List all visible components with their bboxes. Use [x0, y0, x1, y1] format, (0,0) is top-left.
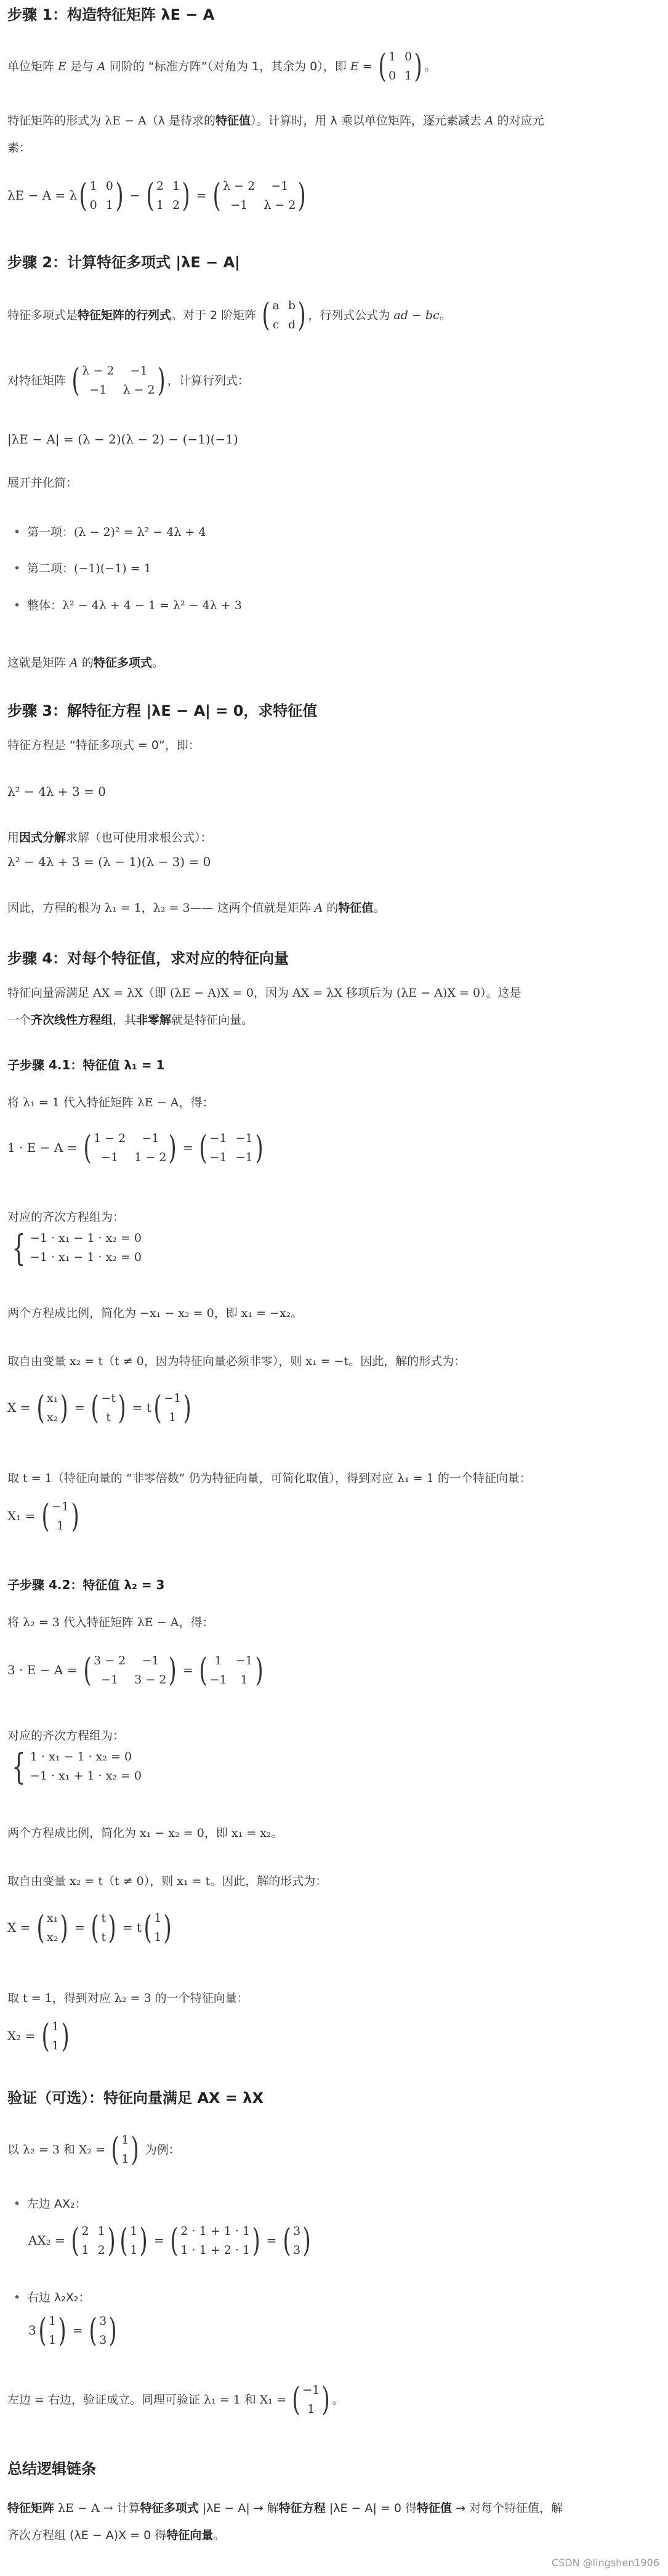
matrix: ( λ − 2 −1 −1 λ − 2 )	[212, 177, 307, 215]
matrix-cell: 1 · 1 + 2 · 1	[180, 2243, 251, 2258]
step3-conclusion: 因此，方程的根为 λ₁ = 1，λ₂ = 3—— 这两个值就是矩阵 A 的特征值。	[7, 901, 385, 915]
list-item: • 整体：λ² − 4λ + 4 − 1 = λ² − 4λ + 3	[27, 597, 659, 615]
matrix-cell: 1	[154, 1930, 162, 1945]
matrix-cell: 1	[169, 1411, 177, 1425]
list-item: • 第二项：(−1)(−1) = 1	[27, 560, 659, 578]
matrix-cell: 2	[97, 2243, 105, 2258]
matrix-cell: −1	[209, 1132, 227, 1145]
matrix-cell: 1 − 2	[94, 1132, 126, 1145]
matrix-cell: λ − 2	[123, 383, 155, 397]
list-item: • 第一项：(λ − 2)² = λ² − 4λ + 4	[27, 524, 659, 541]
matrix-cell: x₁	[47, 1391, 58, 1405]
matrix: ( −1 1 )	[41, 1498, 79, 1536]
matrix-cell: 1	[56, 1519, 65, 1533]
matrix-cell: 1	[172, 179, 180, 193]
matrix: ( a b c d )	[262, 297, 306, 334]
matrix-cell: t	[106, 1411, 111, 1425]
matrix-cell: −1	[302, 2383, 320, 2397]
step2-paragraph-apply: 对特征矩阵 ( λ − 2 −1 −1 λ − 2 ) ，计算行列式：	[7, 362, 249, 400]
matrix-cell: −1	[271, 179, 289, 193]
matrix-cell: 3 − 2	[134, 1673, 167, 1687]
matrix: ( 2 · 1 + 1 · 1 1 · 1 + 2 · 1 )	[170, 2222, 260, 2260]
matrix-cell: 1	[388, 50, 396, 63]
substep41-matrix-equation: 1 · E − A = ( 1 − 2 −1 −1 1 − 2 ) = ( −1 −1 −1 −1 )	[7, 1130, 659, 1167]
matrix-cell: x₂	[47, 1930, 58, 1945]
matrix: ( λ − 2 −1 −1 λ − 2 )	[71, 362, 166, 400]
substep42-free-variable: 取自由变量 x₂ = t（t ≠ 0），则 x₁ = t。因此，解的形式为：	[7, 1874, 328, 1888]
step3-factor-label: 用因式分解求解（也可使用求根公式）：	[7, 831, 212, 844]
matrix-cell: −1	[101, 1673, 119, 1687]
matrix: ( 1 1 )	[111, 2131, 140, 2169]
matrix: ( x₁ x₂ )	[36, 1910, 69, 1947]
matrix-cell: −1	[142, 1132, 159, 1145]
verify-list-right	[27, 2289, 659, 2307]
matrix-cell: a	[272, 299, 280, 312]
matrix-cell: 1	[214, 1654, 222, 1667]
matrix: ( −1 1 )	[292, 2381, 331, 2419]
eigenvector-1: X₁ = ( −1 1 )	[7, 1498, 659, 1536]
step1-paragraph-form-cont: 素：	[7, 141, 31, 155]
matrix-cell: −1	[130, 364, 148, 378]
matrix: ( 3 − 2 −1 −1 3 − 2 )	[83, 1652, 177, 1690]
eigenvector-2: X₂ = ( 1 1 )	[7, 2018, 659, 2056]
substep41-heading: 子步骤 4.1：特征值 λ₁ = 1	[7, 1058, 165, 1072]
substep42-matrix-equation: 3 · E − A = ( 3 − 2 −1 −1 3 − 2 ) = ( 1 −1 −1 1 )	[7, 1652, 659, 1690]
matrix-cell: 3	[99, 2314, 107, 2328]
matrix-cell: −1	[209, 1673, 227, 1687]
matrix-cell: 3	[293, 2243, 301, 2258]
matrix-cell: 1	[89, 179, 97, 193]
matrix: ( 1 1 )	[38, 2312, 66, 2350]
substep42-system-label: 对应的齐次方程组为：	[7, 1729, 125, 1743]
matrix: ( 1 − 2 −1 −1 1 − 2 )	[83, 1130, 177, 1167]
matrix-cell: −1	[209, 1151, 227, 1165]
matrix-cell: 0	[388, 69, 396, 83]
matrix-cell: 1	[130, 2243, 138, 2258]
substep41-paragraph: 将 λ₁ = 1 代入特征矩阵 λE − A，得：	[7, 1096, 214, 1109]
matrix-cell: x₁	[47, 1911, 58, 1925]
matrix-cell: 0	[105, 179, 113, 193]
matrix: ( −1 −1 −1 −1 )	[199, 1130, 264, 1167]
matrix-cell: 1	[404, 69, 412, 83]
matrix-cell: c	[272, 318, 280, 332]
matrix-cell: −1	[52, 1500, 70, 1513]
matrix-cell: 1	[49, 2333, 57, 2347]
matrix-cell: −1	[89, 383, 107, 397]
matrix-cell: x₂	[47, 1411, 58, 1425]
matrix-cell: 1	[240, 1673, 248, 1687]
matrix-cell: 3	[99, 2333, 107, 2347]
char-equation: λ² − 4λ + 3 = 0	[7, 784, 106, 799]
step1-paragraph-identity: 单位矩阵 E 是与 A 同阶的 “标准方阵”（对角为 1，其余为 0），即 E = ( 1 0 0 1 ) 。	[7, 48, 437, 86]
matrix: ( −1 1 )	[153, 1390, 191, 1427]
list-item: • 左边 AX₂：	[27, 2195, 659, 2213]
verify-left-side: AX₂ = ( 2 1 1 2 ) ( 1 1 ) = ( 2 · 1 + 1 · 1 1 · 1 + 2 · 1 ) = ( 3 3 )	[28, 2222, 659, 2260]
matrix-cell: 2	[81, 2224, 89, 2238]
matrix-cell: −t	[101, 1391, 116, 1405]
verify-right-side: 3 ( 1 1 ) = ( 3 3 )	[28, 2312, 659, 2350]
determinant-expression: |λE − A| = (λ − 2)(λ − 2) − (−1)(−1)	[7, 432, 238, 447]
matrix-cell: 3 − 2	[94, 1654, 126, 1667]
substep42-simplify: 两个方程成比例，简化为 x₁ − x₂ = 0，即 x₁ = x₂。	[7, 1826, 283, 1840]
substep41-system-label: 对应的齐次方程组为：	[7, 1210, 125, 1224]
matrix-cell: t	[101, 1911, 107, 1925]
summary-line1: 特征矩阵 λE − A → 计算特征多项式 |λE − A| → 解特征方程 |λE − A| = 0 得特征值 → 对每个特征值，解	[7, 2501, 563, 2515]
matrix-cell: 1	[121, 2133, 129, 2147]
matrix: ( 3 3 )	[283, 2222, 311, 2260]
substep42-solution-form: X = ( x₁ x₂ ) = ( t t ) = t ( 1 1 )	[7, 1910, 659, 1947]
matrix-cell: 2	[156, 179, 164, 193]
matrix: ( 1 0 0 1 )	[79, 177, 124, 215]
list-item: • 右边 λ₂X₂：	[27, 2289, 659, 2307]
matrix-cell: b	[288, 299, 296, 312]
matrix-cell: 0	[89, 198, 97, 213]
matrix-cell: 1	[81, 2243, 89, 2258]
substep41-solution-form: X = ( x₁ x₂ ) = ( −t t ) = t ( −1 1 )	[7, 1390, 659, 1427]
matrix-cell: λ − 2	[223, 179, 256, 193]
matrix: ( 2 1 1 2 )	[146, 177, 190, 215]
summary-line2: 齐次方程组 (λE − A)X = 0 得特征向量。	[7, 2529, 225, 2542]
matrix-cell: 2 · 1 + 1 · 1	[180, 2224, 251, 2238]
verify-intro: 以 λ₂ = 3 和 X₂ = ( 1 1 ) 为例：	[7, 2131, 180, 2169]
substep42-paragraph: 将 λ₂ = 3 代入特征矩阵 λE − A，得：	[7, 1616, 214, 1629]
matrix: ( 1 1 )	[143, 1910, 172, 1947]
substep42-system: { 1 · x₁ − 1 · x₂ = 0 −1 · x₁ + 1 · x₂ = 0	[12, 1746, 142, 1788]
step1-heading: 步骤 1：构造特征矩阵 λE − A	[7, 6, 215, 23]
substep42-heading: 子步骤 4.2：特征值 λ₂ = 3	[7, 1578, 165, 1592]
matrix-cell: 1	[105, 198, 113, 213]
verify-conclusion: 左边 = 右边，验证成立。同理可验证 λ₁ = 1 和 X₁ = ( −1 1 ) 。	[7, 2381, 344, 2419]
matrix-cell: 3	[293, 2224, 301, 2238]
matrix-cell: −1	[235, 1654, 253, 1667]
substep42-choose-t: 取 t = 1，得到对应 λ₂ = 3 的一个特征向量：	[7, 1991, 249, 2005]
step4-heading: 步骤 4：对每个特征值，求对应的特征向量	[7, 950, 289, 967]
step1-paragraph-form: 特征矩阵的形式为 λE − A（λ 是待求的特征值）。计算时，用 λ 乘以单位矩阵，逐元素减去 A 的对应元	[7, 114, 544, 128]
matrix-cell: 1	[307, 2402, 315, 2416]
matrix-cell: 1	[156, 198, 164, 213]
matrix-cell: 1 − 2	[134, 1151, 167, 1165]
matrix-cell: −1	[230, 198, 248, 213]
matrix-cell: −1	[235, 1151, 253, 1165]
substep41-simplify: 两个方程成比例，简化为 −x₁ − x₂ = 0，即 x₁ = −x₂。	[7, 1306, 303, 1320]
verify-heading: 验证（可选）：特征向量满足 AX = λX	[7, 2089, 264, 2107]
step3-paragraph-def: 特征方程是 “特征多项式 = 0”，即：	[7, 739, 200, 752]
matrix: ( 2 1 1 2 )	[71, 2222, 116, 2260]
substep41-system: { −1 · x₁ − 1 · x₂ = 0 −1 · x₁ − 1 · x₂ = 0	[12, 1227, 142, 1270]
matrix-cell: −1	[142, 1654, 159, 1667]
step2-expand-label: 展开并化简：	[7, 476, 78, 490]
matrix-cell: 0	[404, 50, 412, 63]
matrix: ( −t t )	[91, 1390, 126, 1427]
matrix-cell: d	[288, 318, 296, 332]
watermark: CSDN @lingshen1906	[551, 2557, 659, 2569]
matrix-cell: 1	[130, 2224, 138, 2238]
step2-conclusion: 这就是矩阵 A 的特征多项式。	[7, 656, 164, 670]
matrix-cell: 2	[172, 198, 180, 213]
matrix-cell: t	[101, 1930, 107, 1945]
char-matrix-equation: λE − A = λ ( 1 0 0 1 ) − ( 2 1 1 2 ) = ( λ − 2 −1 −1 λ − 2 )	[7, 177, 659, 215]
matrix-cell: 1	[52, 2020, 60, 2033]
step2-heading: 步骤 2：计算特征多项式 |λE − A|	[7, 254, 240, 271]
matrix-cell: −1	[164, 1391, 182, 1405]
matrix-cell: −1	[235, 1132, 253, 1145]
matrix: ( 1 1 )	[41, 2018, 70, 2056]
factored-equation: λ² − 4λ + 3 = (λ − 1)(λ − 3) = 0	[7, 854, 211, 869]
matrix-cell: λ − 2	[264, 198, 296, 213]
matrix: ( t t )	[91, 1910, 116, 1947]
matrix: ( 1 −1 −1 1 )	[199, 1652, 264, 1690]
step4-paragraph-line2: 一个齐次线性方程组，其非零解就是特征向量。	[7, 1013, 254, 1027]
matrix-cell: 1	[97, 2224, 105, 2238]
step4-paragraph-line1: 特征向量需满足 AX = λX（即 (λE − A)X = 0，因为 AX = λX 移项后为 (λE − A)X = 0）。这是	[7, 986, 521, 1000]
matrix: ( x₁ x₂ )	[36, 1390, 69, 1427]
step3-heading: 步骤 3：解特征方程 |λE − A| = 0，求特征值	[7, 702, 318, 719]
substep41-choose-t: 取 t = 1（特征向量的 “非零倍数” 仍为特征向量，可简化取值），得到对应 λ₁ = 1 的一个特征向量：	[7, 1472, 531, 1485]
matrix-cell: −1	[101, 1151, 119, 1165]
expansion-list	[27, 524, 659, 615]
matrix-cell: λ − 2	[82, 364, 115, 378]
identity-matrix: ( 1 0 0 1 )	[378, 48, 422, 86]
matrix: ( 1 1 )	[119, 2222, 148, 2260]
step2-paragraph-def: 特征多项式是特征矩阵的行列式。对于 2 阶矩阵 ( a b c d ) ，行列式公式为 ad − bc。	[7, 297, 451, 334]
summary-heading: 总结逻辑链条	[7, 2460, 96, 2477]
matrix-cell: 1	[52, 2039, 60, 2053]
matrix-cell: 1	[154, 1911, 162, 1925]
matrix-cell: 1	[49, 2314, 57, 2328]
matrix-cell: 1	[121, 2152, 129, 2166]
matrix: ( 3 3 )	[89, 2312, 118, 2350]
substep41-free-variable: 取自由变量 x₂ = t（t ≠ 0，因为特征向量必须非零），则 x₁ = −t。因此，解的形式为：	[7, 1355, 466, 1368]
verify-list	[27, 2195, 659, 2213]
